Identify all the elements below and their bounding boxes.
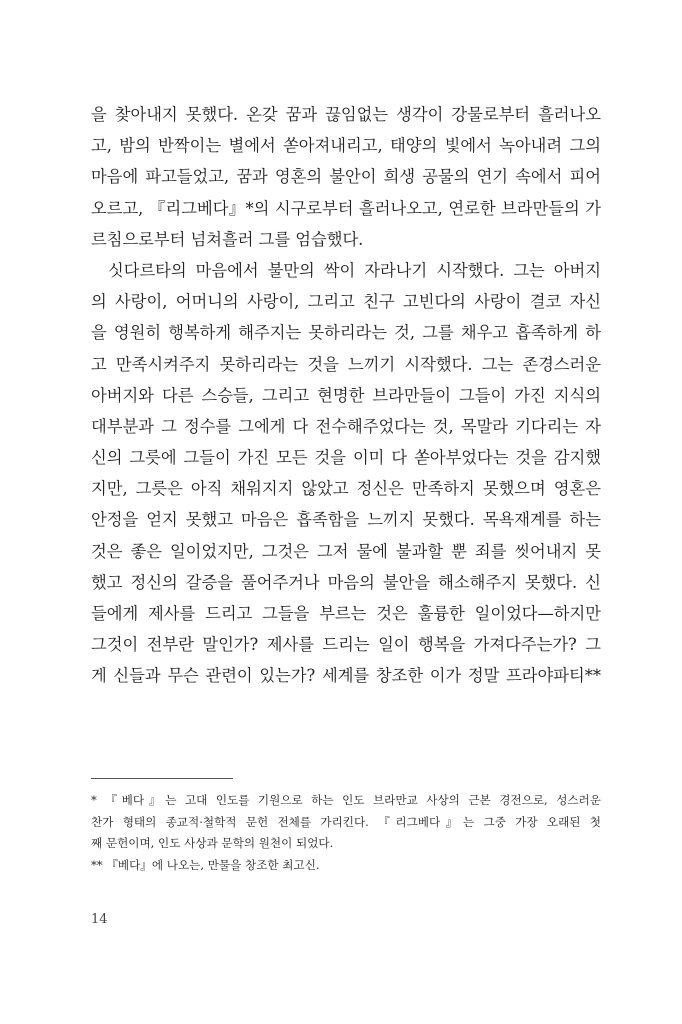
footnote-line: 찬가 형태의 종교적·철학적 문헌 전체를 가리킨다. 『리그베다』는 그중 가장 오래된 첫 [91, 814, 601, 829]
body-line: 대부분과 그 정수를 그에게 다 전수해주었다는 것, 목말라 기다리는 자 [91, 416, 601, 436]
body-line: 그것이 전부란 말인가? 제사를 드리는 일이 행복을 가져다주는가? 그 [91, 635, 601, 655]
body-line: 의 사랑이, 어머니의 사랑이, 그리고 친구 고빈다의 사랑이 결코 자신 [91, 292, 601, 312]
body-line: 르침으로부터 넘쳐흘러 그를 엄습했다. [91, 229, 364, 249]
body-line: 들에게 제사를 드리고 그들을 부르는 것은 훌륭한 일이었다—하지만 [91, 604, 601, 623]
body-line: 을 영원히 행복하게 해주지는 못하리라는 것, 그를 채우고 흡족하게 하 [91, 323, 601, 343]
body-text [91, 99, 601, 692]
footnote-divider [91, 778, 233, 779]
body-line: 아버지와 다른 스승들, 그리고 현명한 브라만들이 그들이 가진 지식의 [91, 385, 601, 405]
body-line: 신의 그릇에 그들이 가진 모든 것을 이미 다 쏟아부었다는 것을 감지했 [91, 448, 601, 468]
body-line: 것은 좋은 일이었지만, 그것은 그저 물에 불과할 뿐 죄를 씻어내지 못 [91, 541, 601, 561]
footnote-line: * 『베다』는 고대 인도를 기원으로 하는 인도 브라만교 사상의 근본 경전으로, 성스러운 [91, 793, 601, 807]
body-line: 마음에 파고들었고, 꿈과 영혼의 불안이 희생 공물의 연기 속에서 피어 [91, 167, 601, 187]
body-line: 했고 정신의 갈증을 풀어주거나 마음의 불안을 해소해주지 못했다. 신 [91, 572, 601, 592]
body-line: 고 만족시켜주지 못하리라는 것을 느끼기 시작했다. 그는 존경스러운 [91, 354, 601, 374]
page-number: 14 [91, 912, 108, 927]
body-line: 안정을 얻지 못했고 마음은 흡족함을 느끼지 못했다. 목욕재계를 하는 [91, 510, 601, 530]
body-line: 을 찾아내지 못했다. 온갖 꿈과 끊임없는 생각이 강물로부터 흘러나오 [91, 105, 601, 124]
body-line: 오르고, 『리그베다』*의 시구로부터 흘러나오고, 연로한 브라만들의 가 [91, 198, 601, 218]
body-line: 싯다르타의 마음에서 불만의 싹이 자라나기 시작했다. 그는 아버지 [108, 260, 601, 280]
body-line: 게 신들과 무슨 관련이 있는가? 세계를 창조한 이가 정말 프라야파티** [91, 666, 601, 686]
body-line: 고, 밤의 반짝이는 별에서 쏟아져내리고, 태양의 빛에서 녹아내려 그의 [91, 136, 601, 156]
footnote-line: 째 문헌이며, 인도 사상과 문학의 원천이 되었다. [91, 836, 334, 850]
footnotes [91, 790, 601, 876]
footnote-line: ** 『베다』에 나오는, 만물을 창조한 최고신. [91, 857, 320, 872]
body-line: 지만, 그릇은 아직 채워지지 않았고 정신은 만족하지 못했으며 영혼은 [91, 479, 601, 499]
